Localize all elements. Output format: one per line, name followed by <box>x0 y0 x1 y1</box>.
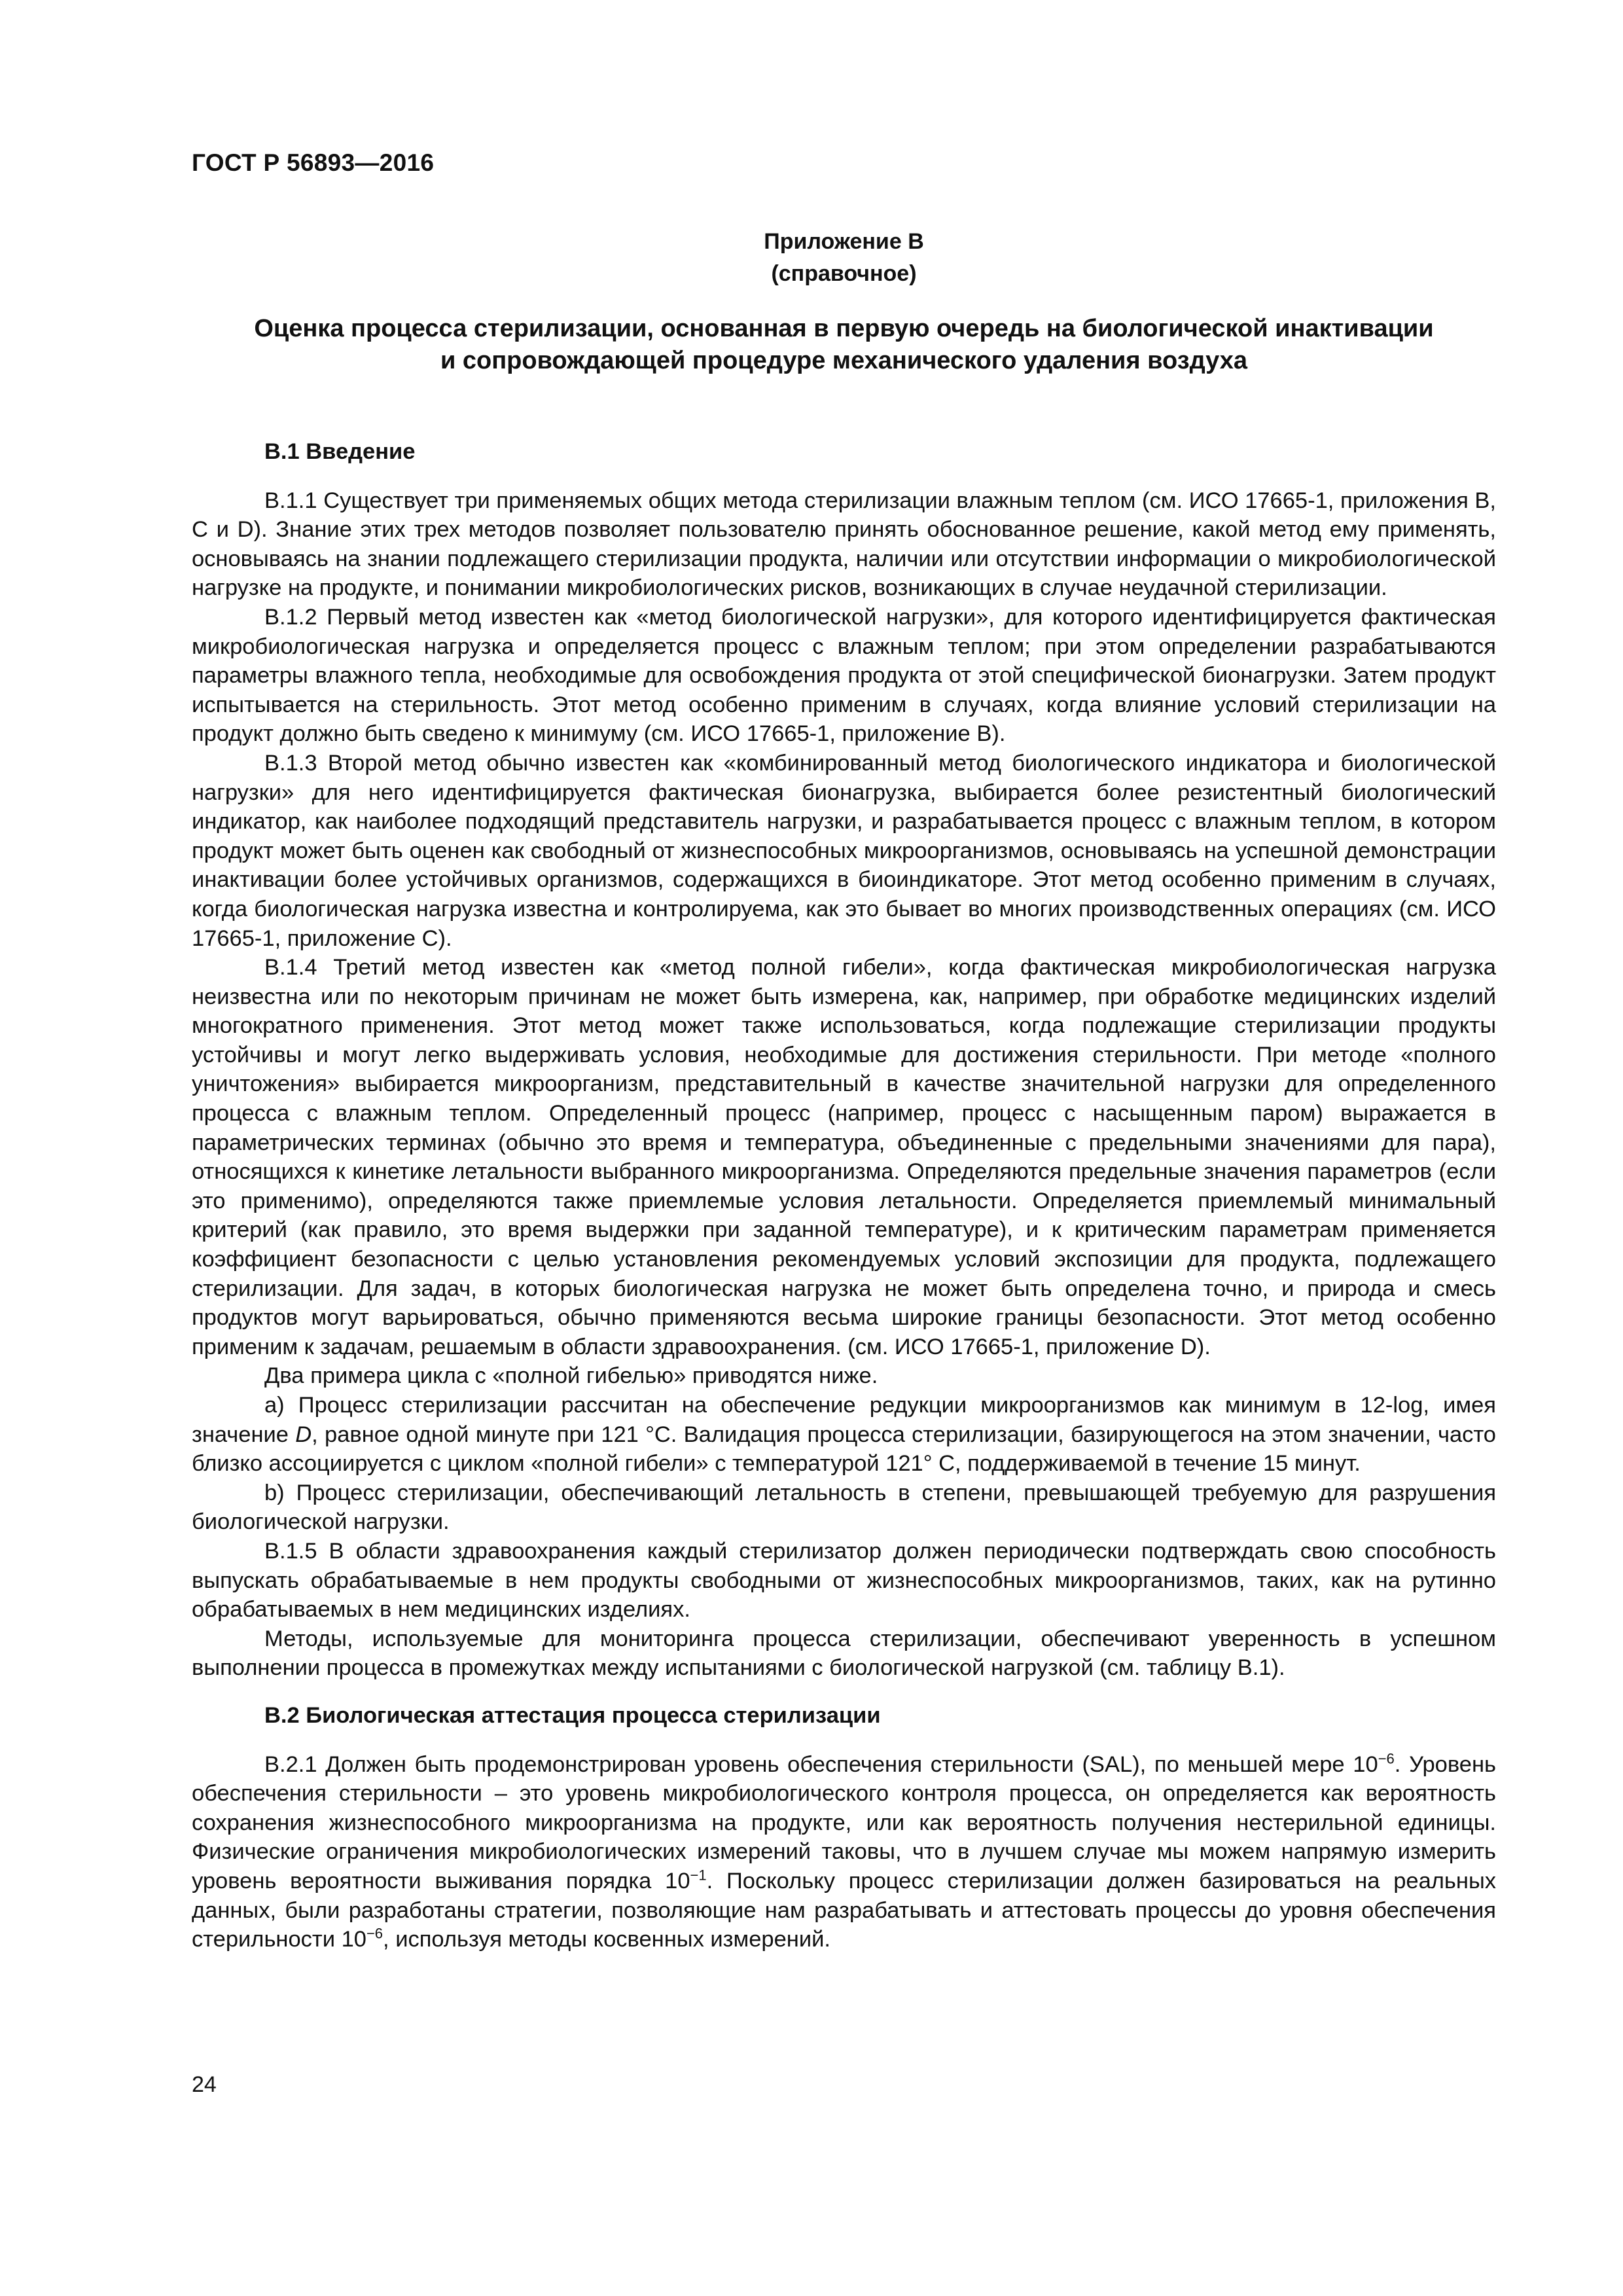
annex-title <box>192 313 1496 377</box>
paragraph-b1-4: В.1.4 Третий метод известен как «метод полной гибели», когда фактическая микробиологическая нагрузка неизвестна или по некоторым причинам не может быть измерена, как, например, при обработке медицинских изделий многократного применения. Этот метод может также использоваться, когда подлежащие стерилизации продукты устойчивы и могут легко выдерживать условия, необходимые для достижения стерильности. При методе «полного уничтожения» выбирается микроорганизм, представительный в качестве значительной нагрузки для определенного процесса с влажным теплом. Определенный процесс (например, процесс с насыщенным паром) выражается в параметрических терминах (обычно это время и температура, объединенные с предельными значениями для пара), относящихся к кинетике летальности выбранного микроорганизма. Определяются предельные значения параметров (если это применимо), определяются также приемлемые условия летальности. Определяется приемлемый минимальный критерий (как правило, это время выдержки при заданной температуре), и к критическим параметрам применяется коэффициент безопасности с целью установления рекомендуемых условий экспозиции для продукта, подлежащего стерилизации. Для задач, в которых биологическая нагрузка не может быть определена точно, и природа и смесь продуктов могут варьироваться, обычно применяются весьма широкие границы безопасности. Этот метод особенно применим к задачам, решаемым в области здравоохранения. (см. ИСО 17665-1, приложение D). <box>192 955 1496 1359</box>
annex-title-line1: Оценка процесса стерилизации, основанная в первую очередь на биологической инактивации <box>254 315 1434 342</box>
paragraph-b1-5: В.1.5 В области здравоохранения каждый стерилизатор должен периодически подтверждать свою способность выпускать обрабатываемые в нем продукты свободными от жизнеспособных микроорганизмов, таких, как на рутинно обрабатываемых в нем медицинских изделиях. <box>192 1538 1496 1623</box>
paragraph-b1-3: В.1.3 Второй метод обычно известен как «комбинированный метод биологического индикатора и биологической нагрузки» для него идентифицируется фактическая бионагрузка, выбирается более резистентный биологический индикатор, как наиболее подходящий представитель нагрузки, и разрабатывается процесс с влажным теплом, в котором продукт может быть оценен как свободный от жизнеспособных микроорганизмов, основываясь на успешной демонстрации инактивации более устойчивых организмов, содержащихся в биоиндикаторе. Этот метод особенно применим в случаях, когда биологическая нагрузка известна и контролируема, как это бывает во многих производственных операциях (см. ИСО 17665-1, приложение С). <box>192 750 1496 951</box>
d-value-symbol: D <box>295 1422 312 1447</box>
exponent-minus-1: −1 <box>690 1867 707 1884</box>
section-heading-introduction: В.1 Введение <box>264 439 416 464</box>
annex-title-line2: и сопровождающей процедуре механического удаления воздуха <box>440 347 1248 374</box>
standard-header: ГОСТ Р 56893—2016 <box>192 149 435 176</box>
exponent-minus-6-second: −6 <box>366 1925 383 1942</box>
b2-1-text-part2: . Уровень обеспечения стерильности – это уровень микробиологического контроля процесса, он определяется как вероятность сохранения жизнеспособного микроорганизма на продукте, или как вероятность получения нестерильной единицы. Физические ограничения микробиологических измерений таковы, что в лучшем случае мы можем напрямую измерить уровень вероятности выживания порядка 10 <box>192 1751 1496 1893</box>
paragraph-examples-intro: Два примера цикла с «полной гибелью» приводятся ниже. <box>264 1363 878 1389</box>
b2-1-text-part4: , используя методы косвенных измерений. <box>383 1927 830 1952</box>
example-a-text-start: a) Процесс стерилизации рассчитан на обеспечение редукции микроорганизмов как минимум в 12-log, имея значение <box>192 1393 1496 1447</box>
page-number: 24 <box>192 2072 217 2097</box>
annex-heading <box>192 226 1496 290</box>
paragraph-b2-1 <box>192 1750 1496 1954</box>
annex-label: Приложение В <box>764 229 924 254</box>
b2-1-text-part1: В.2.1 Должен быть продемонстрирован уровень обеспечения стерильности (SAL), по меньшей мере 10 <box>264 1751 1378 1777</box>
b2-1-text-part3: . Поскольку процесс стерилизации должен базироваться на реальных данных, были разработаны стратегии, позволяющие нам разрабатывать и аттестовать процессы до уровня обеспечения стерильности 10 <box>192 1868 1496 1952</box>
paragraph-b1-2: В.1.2 Первый метод известен как «метод биологической нагрузки», для которого идентифицируется фактическая микробиологическая нагрузка и определяется процесс с влажным теплом; при этом определении разрабатываются параметры влажного тепла, необходимые для освобождения продукта от этой специфической бионагрузки. Затем продукт испытывается на стерильность. Этот метод особенно применим в случаях, когда влияние условий стерилизации на продукт должно быть сведено к минимуму (см. ИСО 17665-1, приложение В). <box>192 604 1496 747</box>
paragraph-b1-1: В.1.1 Существует три применяемых общих метода стерилизации влажным теплом (см. ИСО 17665-1, приложения B, C и D). Знание этих трех методов позволяет пользователю принять обоснованное решение, какой метод ему применять, основываясь на знании подлежащего стерилизации продукта, наличии или отсутствии информации о микробиологической нагрузке на продукте, и понимании микробиологических рисков, возникающих в случае неудачной стерилизации. <box>192 488 1496 601</box>
example-a-text-end: , равное одной минуте при 121 °C. Валидация процесса стерилизации, базирующегося на этом значении, часто близко ассоциируется с циклом «полной гибели» с температурой 121° С, поддерживаемой в течение 15 минут. <box>192 1422 1496 1477</box>
exponent-minus-6: −6 <box>1378 1750 1395 1767</box>
paragraph-example-a <box>192 1391 1496 1479</box>
paragraph-monitoring-methods: Методы, используемые для мониторинга процесса стерилизации, обеспечивают уверенность в успешном выполнении процесса в промежутках между испытаниями с биологической нагрузкой (см. таблицу В.1). <box>192 1626 1496 1681</box>
document-body <box>192 437 1496 1954</box>
section-heading-biological-qualification: В.2 Биологическая аттестация процесса стерилизации <box>264 1702 881 1728</box>
annex-type: (справочное) <box>771 261 917 286</box>
paragraph-example-b: b) Процесс стерилизации, обеспечивающий летальность в степени, превышающей требуемую для разрушения биологической нагрузки. <box>192 1480 1496 1535</box>
